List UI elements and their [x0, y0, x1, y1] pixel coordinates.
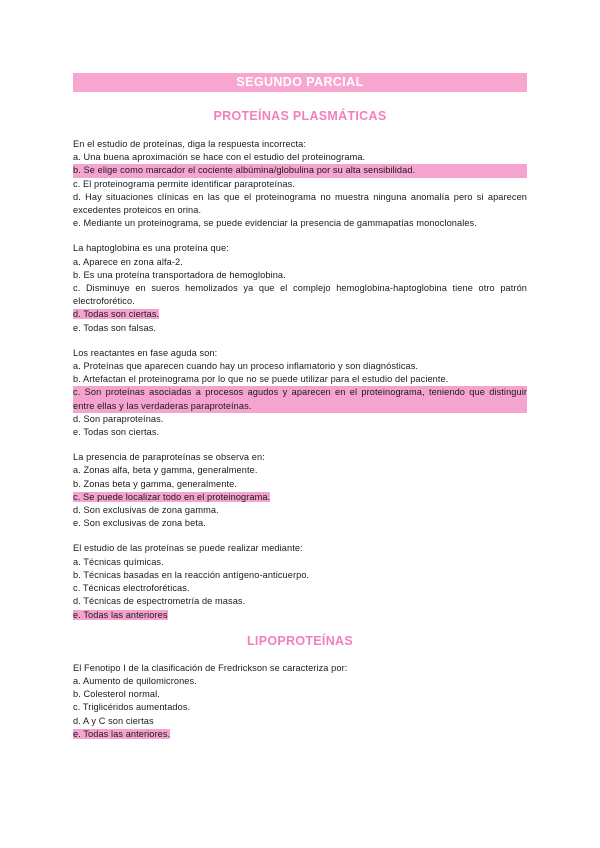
answer-option: b. Es una proteína transportadora de hemoglobina. — [73, 269, 286, 280]
section-title-lipoproteinas: LIPOPROTEÍNAS — [247, 633, 353, 648]
answer-option: a. Proteínas que aparecen cuando hay un proceso inflamatorio y son diagnósticas. — [73, 361, 419, 372]
answer-option-highlighted — [73, 308, 527, 321]
question-text: Los reactantes en fase aguda son: — [73, 347, 218, 358]
answer-option: a. Aumento de quilomicrones. — [73, 675, 197, 686]
answer-option: b. Artefactan el proteinograma por lo que no se puede utilizar para el estudio del paciente. — [73, 374, 449, 385]
answer-option: a. Una buena aproximación se hace con el estudio del proteinograma. — [73, 152, 366, 163]
answer-option: c. Disminuye en sueros hemolizados ya que el complejo hemoglobina-haptoglobina tiene otro patrón electroforético. — [73, 283, 527, 307]
answer-option: d. Son exclusivas de zona gamma. — [73, 505, 219, 516]
highlight-mark: c. Se puede localizar todo en el proteinograma. — [73, 491, 271, 502]
answer-option: d. Son paraproteínas. — [73, 413, 164, 424]
question-block — [73, 451, 527, 530]
answer-option-highlighted — [73, 728, 527, 741]
question-block — [73, 542, 527, 621]
answer-option-highlighted — [73, 609, 527, 622]
question-text: El estudio de las proteínas se puede realizar mediante: — [73, 543, 303, 554]
question-block — [73, 138, 527, 230]
question-block — [73, 242, 527, 334]
answer-option: d. A y C son ciertas — [73, 715, 154, 726]
answer-option: b. Zonas beta y gamma, generalmente. — [73, 478, 237, 489]
answer-option: b. Colesterol normal. — [73, 689, 160, 700]
question-block — [73, 662, 527, 741]
answer-option-highlighted: c. Son proteínas asociadas a procesos agudos y aparecen en el proteinograma, teniendo que distinguir entre ellas y las verdaderas paraproteínas. — [73, 386, 527, 412]
answer-option: a. Técnicas químicas. — [73, 556, 164, 567]
question-text: La haptoglobina es una proteína que: — [73, 243, 229, 254]
section-title-proteinas: PROTEÍNAS PLASMÁTICAS — [213, 109, 387, 123]
answer-option: e. Todas son falsas. — [73, 322, 157, 333]
question-block — [73, 347, 527, 439]
highlight-mark: d. Todas son ciertas. — [73, 309, 160, 320]
answer-option-highlighted: b. Se elige como marcador el cociente albúmina/globulina por su alta sensibilidad. — [73, 164, 527, 177]
answer-option: c. Triglicéridos aumentados. — [73, 702, 191, 713]
answer-option-highlighted — [73, 491, 527, 504]
answer-option: c. El proteinograma permite identificar paraproteínas. — [73, 178, 295, 189]
highlight-mark: e. Todas las anteriores — [73, 609, 168, 620]
answer-option: d. Hay situaciones clínicas en las que el proteinograma no muestra ninguna anomalía pero si aparecen excedentes proteicos en orina. — [73, 191, 527, 216]
answer-option: b. Técnicas basadas en la reacción antígeno-anticuerpo. — [73, 569, 310, 580]
highlight-mark: e. Todas las anteriores. — [73, 728, 171, 739]
answer-option: c. Técnicas electroforéticas. — [73, 583, 190, 594]
question-text: La presencia de paraproteínas se observa en: — [73, 452, 265, 463]
answer-option: e. Son exclusivas de zona beta. — [73, 518, 206, 529]
question-text: El Fenotipo I de la clasificación de Fredrickson se caracteriza por: — [73, 662, 348, 673]
page-title-banner: SEGUNDO PARCIAL — [73, 73, 527, 92]
answer-option: e. Todas son ciertas. — [73, 427, 160, 438]
answer-option: a. Aparece en zona alfa-2. — [73, 256, 183, 267]
answer-option: e. Mediante un proteinograma, se puede evidenciar la presencia de gammapatías monoclonales. — [73, 218, 477, 229]
question-text: En el estudio de proteínas, diga la respuesta incorrecta: — [73, 139, 306, 149]
answer-option: d. Técnicas de espectrometría de masas. — [73, 596, 246, 607]
document-page — [73, 73, 527, 753]
answer-option: a. Zonas alfa, beta y gamma, generalmente. — [73, 465, 258, 476]
